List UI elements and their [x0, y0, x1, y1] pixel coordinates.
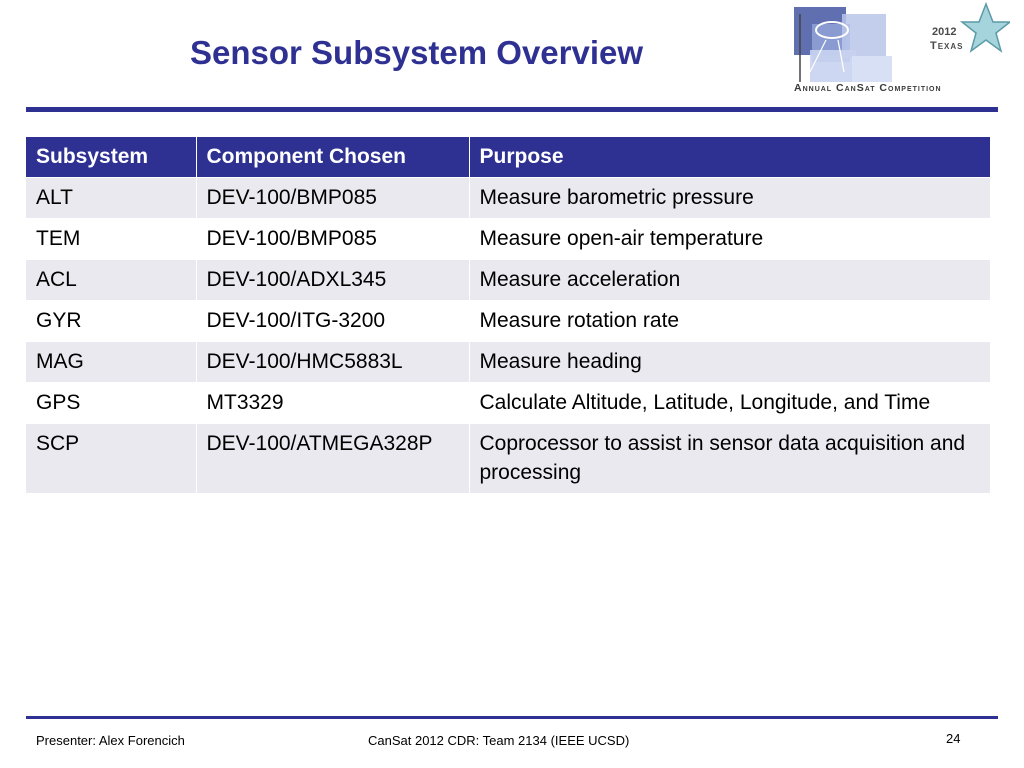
header-purpose: Purpose: [469, 137, 990, 178]
cell-subsystem: ACL: [26, 260, 196, 301]
cell-component: DEV-100/ADXL345: [196, 260, 469, 301]
table-row: [26, 342, 990, 383]
table-row: [26, 219, 990, 260]
cell-component: DEV-100/ITG-3200: [196, 301, 469, 342]
cell-component: DEV-100/ATMEGA328P: [196, 424, 469, 494]
cell-subsystem: MAG: [26, 342, 196, 383]
cell-component: MT3329: [196, 383, 469, 424]
footer-document-title: CanSat 2012 CDR: Team 2134 (IEEE UCSD): [368, 733, 630, 748]
logo-city: Texas: [930, 40, 964, 52]
header-divider: [26, 107, 998, 112]
cell-purpose: Coprocessor to assist in sensor data acquisition and processing: [469, 424, 990, 494]
table-row: [26, 383, 990, 424]
cell-purpose: Calculate Altitude, Latitude, Longitude, and Time: [469, 383, 990, 424]
header-component-chosen: Component Chosen: [196, 137, 469, 178]
table-header-row: [26, 137, 990, 178]
cell-purpose: Measure acceleration: [469, 260, 990, 301]
footer-divider: [26, 716, 998, 719]
cell-component: DEV-100/BMP085: [196, 219, 469, 260]
logo-year: 2012: [932, 26, 957, 38]
cell-subsystem: ALT: [26, 178, 196, 219]
cell-purpose: Measure open-air temperature: [469, 219, 990, 260]
logo-caption: Annual CanSat Competition: [794, 82, 942, 94]
table-row: [26, 301, 990, 342]
cell-component: DEV-100/HMC5883L: [196, 342, 469, 383]
cell-subsystem: TEM: [26, 219, 196, 260]
table-row: [26, 260, 990, 301]
cell-subsystem: GYR: [26, 301, 196, 342]
sensor-subsystem-table: [26, 137, 991, 493]
cell-purpose: Measure heading: [469, 342, 990, 383]
header-subsystem: Subsystem: [26, 137, 196, 178]
table-row: [26, 178, 990, 219]
table-row: [26, 424, 990, 494]
cell-subsystem: SCP: [26, 424, 196, 494]
cell-purpose: Measure rotation rate: [469, 301, 990, 342]
cansat-competition-logo: [782, 2, 1010, 104]
page-number: 24: [946, 731, 961, 746]
cell-purpose: Measure barometric pressure: [469, 178, 990, 219]
cell-subsystem: GPS: [26, 383, 196, 424]
footer-presenter: Presenter: Alex Forencich: [36, 733, 185, 748]
cell-component: DEV-100/BMP085: [196, 178, 469, 219]
slide-title: Sensor Subsystem Overview: [190, 34, 644, 71]
